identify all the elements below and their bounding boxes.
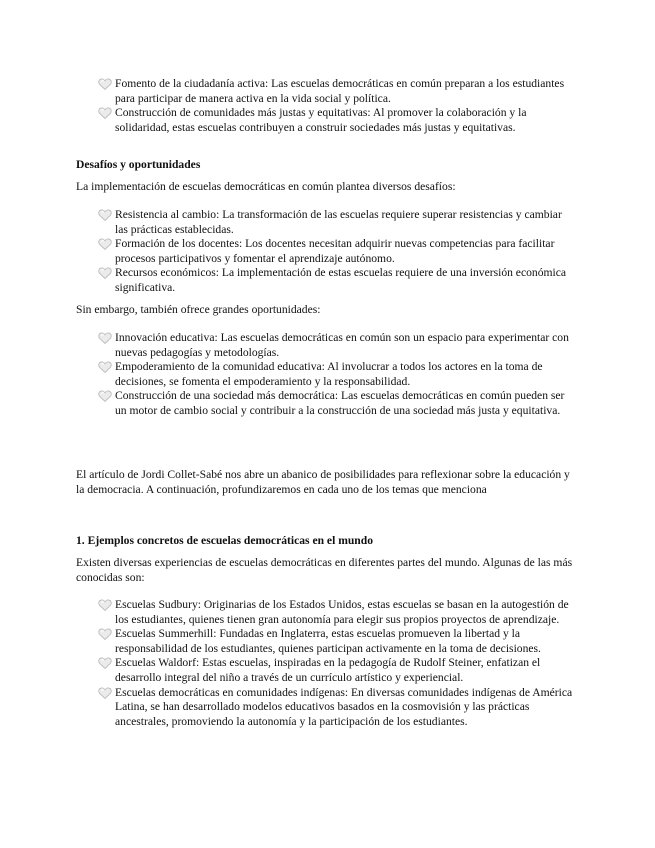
list-item: Fomento de la ciudadanía activa: Las escuelas democráticas en común preparan a los estudiantes para participar de manera activa en la vida social y política. [76,77,576,106]
list-item: Innovación educativa: Las escuelas democráticas en común son un espacio para experimentar con nuevas pedagogías y metodologías. [76,331,576,360]
heart-icon [97,77,112,91]
heart-icon [97,627,112,641]
challenges-list [76,208,576,296]
opportunities-intro: Sin embargo, también ofrece grandes oportunidades: [76,303,321,316]
heart-icon [97,656,112,670]
heart-icon [97,360,112,374]
examples-list [76,598,576,729]
heart-icon [97,237,112,251]
heart-icon [97,331,112,345]
list-item: Escuelas democráticas en comunidades indígenas: En diversas comunidades indígenas de América Latina, se han desarrollado modelos educativos basados en la cosmovisión y las prácticas ancestrales, promoviendo la autonomía y la participación de los estudiantes. [76,686,576,730]
heart-icon [97,598,112,612]
heart-icon [97,208,112,222]
list-item: Construcción de una sociedad más democrática: Las escuelas democráticas en común pueden ser un motor de cambio social y contribuir a la construcción de una sociedad más justa y equitativa. [76,389,576,418]
opportunities-list [76,331,576,419]
intro-list [76,77,576,135]
list-item: Resistencia al cambio: La transformación de las escuelas requiere superar resistencias y cambiar las prácticas establecidas. [76,208,576,237]
heart-icon [97,266,112,280]
challenges-intro: La implementación de escuelas democráticas en común plantea diversos desafíos: [76,180,456,193]
section-heading-challenges: Desafíos y oportunidades [76,158,201,171]
list-item: Escuelas Waldorf: Estas escuelas, inspiradas en la pedagogía de Rudolf Steiner, enfatizan el desarrollo integral del niño a través de un currículo artístico y experiencial. [76,656,576,685]
examples-intro: Existen diversas experiencias de escuelas democráticas en diferentes partes del mundo. Algunas de las más conocidas son: [76,556,573,584]
list-item: Formación de los docentes: Los docentes necesitan adquirir nuevas competencias para facilitar procesos participativos y fomentar el aprendizaje autónomo. [76,237,576,266]
heart-icon [97,389,112,403]
list-item: Recursos económicos: La implementación de estas escuelas requiere de una inversión económica significativa. [76,266,576,295]
list-item: Construcción de comunidades más justas y equitativas: Al promover la colaboración y la solidaridad, estas escuelas contribuyen a construir sociedades más justas y equitativas. [76,106,576,135]
heart-icon [97,106,112,120]
heart-icon [97,686,112,700]
section-heading-examples: 1. Ejemplos concretos de escuelas democráticas en el mundo [76,534,373,547]
article-intro: El artículo de Jordi Collet-Sabé nos abre un abanico de posibilidades para reflexionar sobre la educación y la democracia. A continuación, profundizaremos en cada uno de los temas que menciona [76,468,570,496]
list-item: Empoderamiento de la comunidad educativa: Al involucrar a todos los actores en la toma de decisiones, se fomenta el empoderamiento y la responsabilidad. [76,360,576,389]
list-item: Escuelas Sudbury: Originarias de los Estados Unidos, estas escuelas se basan en la autogestión de los estudiantes, quienes tienen gran autonomía para elegir sus propios proyectos de aprendizaje. [76,598,576,627]
list-item: Escuelas Summerhill: Fundadas en Inglaterra, estas escuelas promueven la libertad y la responsabilidad de los estudiantes, quienes participan activamente en la toma de decisiones. [76,627,576,656]
